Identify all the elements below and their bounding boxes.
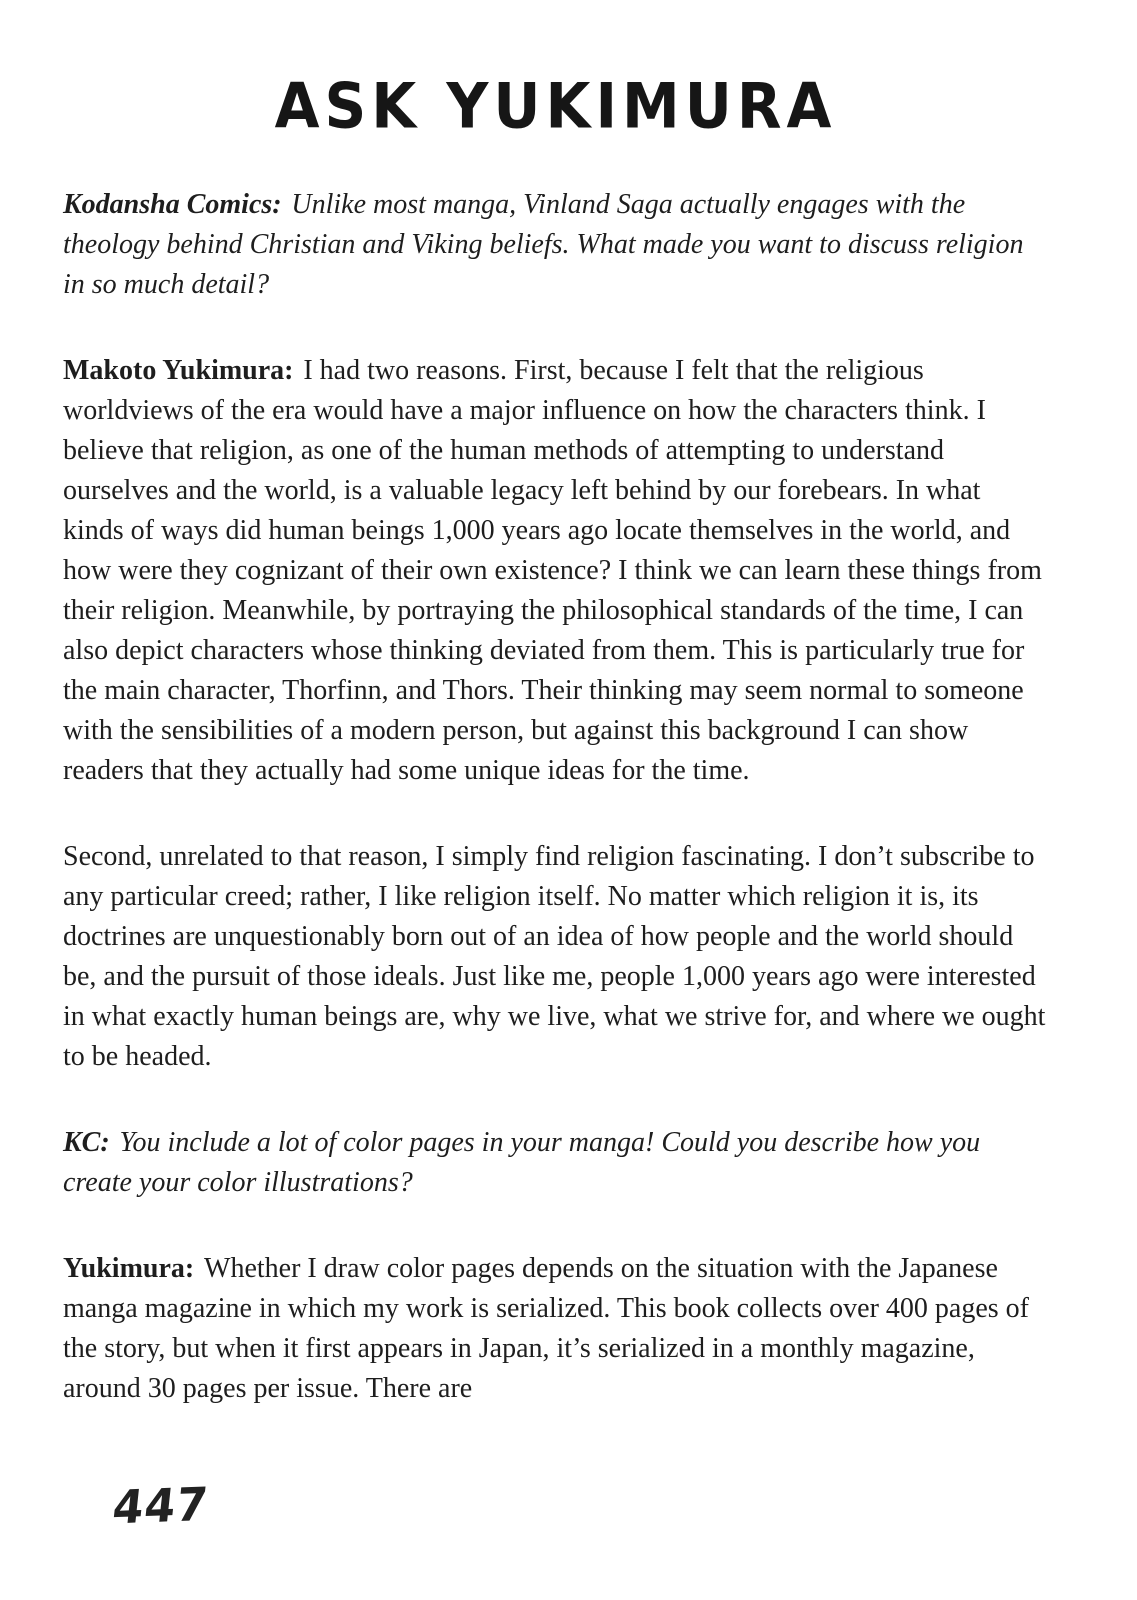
page-title: ASK YUKIMURA — [274, 69, 837, 143]
answer-speaker-3: Yukimura: — [63, 1252, 195, 1284]
answer-text-2: Second, unrelated to that reason, I simply find religion fascinating. I don’t subscribe to any particular creed; rather, I like religion itself. No matter which religion it is, its doctrines are unquestionably born out of an idea of how people and the world should be, and the pursuit of those ideals. Just like me, people 1,000 years ago were interested in what exactly human beings are, why we live, what we strive for, and where we ought to be headed. — [63, 840, 1046, 1072]
answer-block-3 — [63, 1249, 1048, 1409]
question-block-2 — [63, 1123, 1048, 1203]
text-column — [63, 69, 1048, 1535]
question-speaker-2: KC: — [63, 1126, 110, 1158]
answer-text-3: Whether I draw color pages depends on the situation with the Japanese manga magazine in which my work is serialized. This book collects over 400 pages of the story, but when it first appears in Japan, it’s serialized in a monthly magazine, around 30 pages per issue. There are — [63, 1252, 1029, 1404]
question-text-2: You include a lot of color pages in your manga! Could you describe how you create your color illustrations? — [63, 1126, 981, 1198]
question-speaker-1: Kodansha Comics: — [63, 188, 282, 220]
answer-block-2 — [63, 837, 1048, 1077]
answer-text-1: I had two reasons. First, because I felt that the religious worldviews of the era would have a major influence on how the characters think. I believe that religion, as one of the human methods of attempting to understand ourselves and the world, is a valuable legacy left behind by our forebears. In what kinds of ways did human beings 1,000 years ago locate themselves in the world, and how were they cognizant of their own existence? I think we can learn these things from their religion. Meanwhile, by portraying the philosophical standards of the time, I can also depict characters whose thinking deviated from them. This is particularly true for the main character, Thorfinn, and Thors. Their thinking may seem normal to someone with the sensibilities of a modern person, but against this background I can show readers that they actually had some unique ideas for the time. — [63, 354, 1042, 786]
page-number: 447 — [109, 1477, 211, 1535]
answer-speaker-1: Makoto Yukimura: — [63, 354, 294, 386]
question-block-1 — [63, 185, 1048, 305]
question-text-1: Unlike most manga, Vinland Saga actually engages with the theology behind Christian and Viking beliefs. What made you want to discuss religion in so much detail? — [63, 188, 1024, 300]
answer-block-1 — [63, 351, 1048, 791]
